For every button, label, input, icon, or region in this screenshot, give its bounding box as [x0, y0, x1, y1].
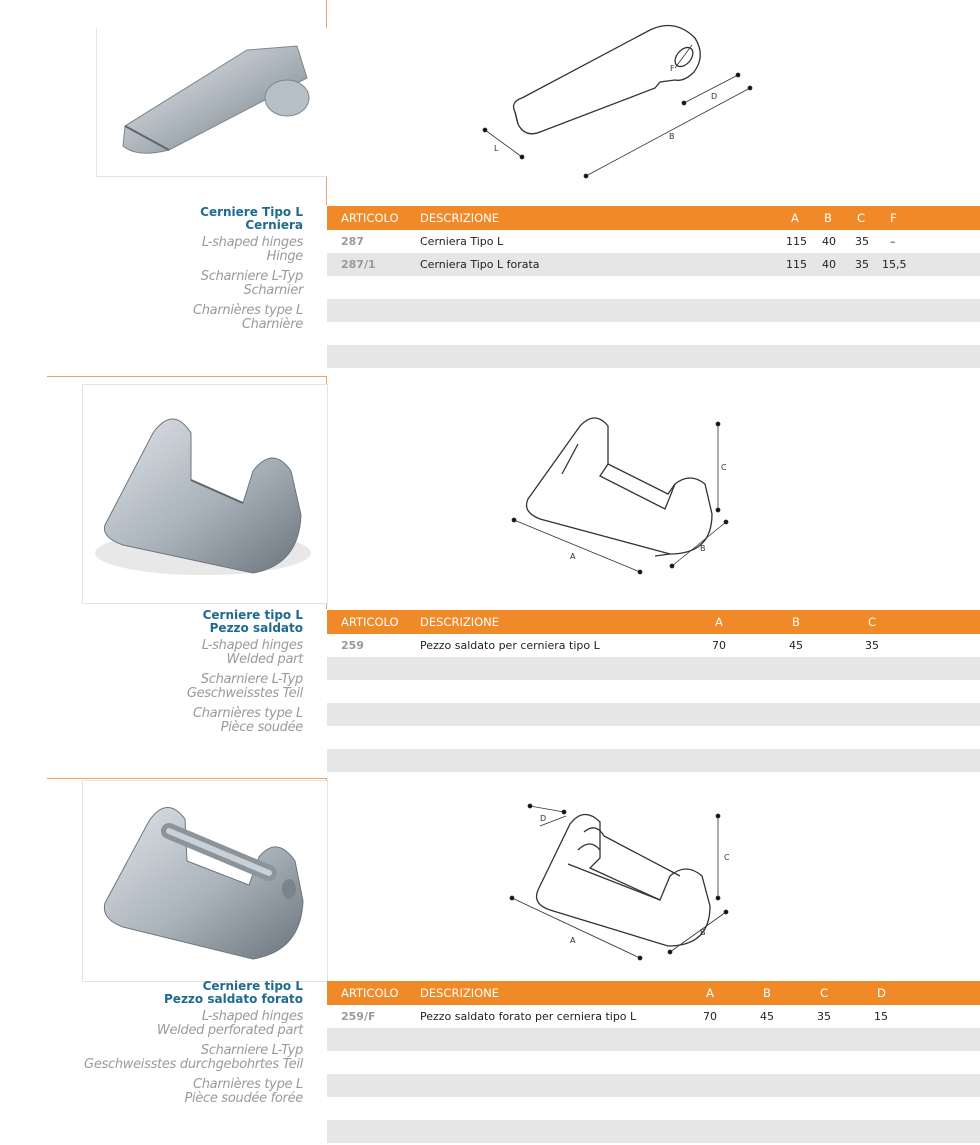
dim-value: 35: [855, 258, 869, 271]
technical-drawing-welded-part: [500, 404, 750, 584]
article-description: Cerniera Tipo L: [420, 235, 504, 248]
title-german: Scharniere L-Typ Scharnier: [200, 269, 303, 298]
col-dim: F: [890, 211, 897, 225]
table-row-empty: [327, 1120, 980, 1143]
title-italian: Cerniere tipo L Pezzo saldato: [202, 608, 303, 635]
article-code: 259/F: [341, 1010, 376, 1023]
technical-drawing-welded-perforated-part: [500, 802, 750, 967]
dim-value: 115: [786, 235, 807, 248]
col-dim: B: [792, 615, 800, 629]
dim-value: 70: [712, 639, 726, 652]
drawing-label: B: [669, 132, 675, 141]
drawing-label: F: [670, 64, 675, 73]
orange-divider-horizontal: [47, 778, 327, 779]
drawing-label: A: [570, 552, 576, 561]
title-german: Scharniere L-Typ Geschweisstes Teil: [186, 672, 303, 701]
drawing-label: D: [540, 814, 547, 823]
product-section-259: [0, 376, 980, 774]
col-articolo: ARTICOLO: [341, 211, 399, 225]
title-german: Scharniere L-Typ Geschweisstes durchgebohrtes Teil: [84, 1043, 303, 1072]
title-italian: Cerniere Tipo L Cerniera: [200, 205, 303, 232]
drawing-label: A: [570, 936, 576, 945]
table-row-empty: [327, 299, 980, 322]
col-dim: A: [791, 211, 799, 225]
dim-value: 45: [789, 639, 803, 652]
dim-value: 40: [822, 258, 836, 271]
title-italian: Cerniere tipo L Pezzo saldato forato: [164, 979, 303, 1006]
col-dim: B: [763, 986, 771, 1000]
article-description: Pezzo saldato per cerniera tipo L: [420, 639, 600, 652]
col-descrizione: DESCRIZIONE: [420, 615, 500, 629]
table-row[interactable]: [327, 634, 980, 657]
table-row[interactable]: [327, 1005, 980, 1028]
table-row-empty: [327, 703, 980, 726]
drawing-label: B: [700, 928, 706, 937]
dim-value: 35: [865, 639, 879, 652]
article-description: Pezzo saldato forato per cerniera tipo L: [420, 1010, 637, 1023]
product-section-259F: [0, 778, 980, 1145]
product-section-287: [0, 0, 980, 372]
dim-value: 15,5: [882, 258, 907, 271]
article-code: 287: [341, 235, 364, 248]
title-french: Charnières type L Pièce soudée forée: [184, 1077, 303, 1106]
dim-value: 115: [786, 258, 807, 271]
product-photo-welded-perforated-part: [82, 780, 328, 982]
section-titles: [3, 980, 303, 1106]
orange-divider-horizontal: [47, 376, 327, 377]
col-dim: C: [868, 615, 877, 629]
title-english: L-shaped hinges Hinge: [201, 235, 303, 264]
dim-value: 70: [703, 1010, 717, 1023]
dim-value: –: [890, 235, 896, 248]
table-row-empty: [327, 276, 980, 299]
article-code: 287/1: [341, 258, 376, 271]
dim-value: 45: [760, 1010, 774, 1023]
col-dim: A: [706, 986, 714, 1000]
drawing-label: L: [494, 144, 499, 153]
col-articolo: ARTICOLO: [341, 615, 399, 629]
article-table: [327, 610, 980, 772]
col-descrizione: DESCRIZIONE: [420, 986, 500, 1000]
technical-drawing-hinge: [470, 20, 770, 185]
table-row-empty: [327, 1028, 980, 1051]
article-description: Cerniera Tipo L forata: [420, 258, 540, 271]
section-titles: [3, 206, 303, 332]
article-code: 259: [341, 639, 364, 652]
table-row-empty: [327, 345, 980, 368]
table-row-empty: [327, 680, 980, 703]
title-english: L-shaped hinges Welded part: [201, 638, 303, 667]
drawing-label: C: [724, 853, 730, 862]
col-dim: D: [877, 986, 886, 1000]
dim-value: 15: [874, 1010, 888, 1023]
col-descrizione: DESCRIZIONE: [420, 211, 500, 225]
dim-value: 35: [817, 1010, 831, 1023]
drawing-label: B: [700, 544, 706, 553]
table-row[interactable]: [327, 253, 980, 276]
title-french: Charnières type L Pièce soudée: [192, 706, 303, 735]
article-table: [327, 981, 980, 1143]
table-row[interactable]: [327, 230, 980, 253]
table-header: [327, 206, 980, 230]
drawing-label: C: [721, 463, 727, 472]
table-row-empty: [327, 322, 980, 345]
title-english: L-shaped hinges Welded perforated part: [156, 1009, 303, 1038]
article-table: [327, 206, 980, 368]
table-header: [327, 981, 980, 1005]
section-titles: [3, 609, 303, 735]
table-header: [327, 610, 980, 634]
title-french: Charnières type L Charnière: [192, 303, 303, 332]
table-row-empty: [327, 749, 980, 772]
product-photo-hinge: [96, 28, 327, 177]
col-dim: C: [857, 211, 866, 225]
col-dim: A: [715, 615, 723, 629]
table-row-empty: [327, 1097, 980, 1120]
table-row-empty: [327, 726, 980, 749]
col-dim: C: [820, 986, 829, 1000]
dim-value: 35: [855, 235, 869, 248]
drawing-label: D: [711, 92, 718, 101]
col-dim: B: [824, 211, 832, 225]
col-articolo: ARTICOLO: [341, 986, 399, 1000]
table-row-empty: [327, 1051, 980, 1074]
table-row-empty: [327, 1074, 980, 1097]
table-row-empty: [327, 657, 980, 680]
dim-value: 40: [822, 235, 836, 248]
product-photo-welded-part: [82, 384, 328, 604]
